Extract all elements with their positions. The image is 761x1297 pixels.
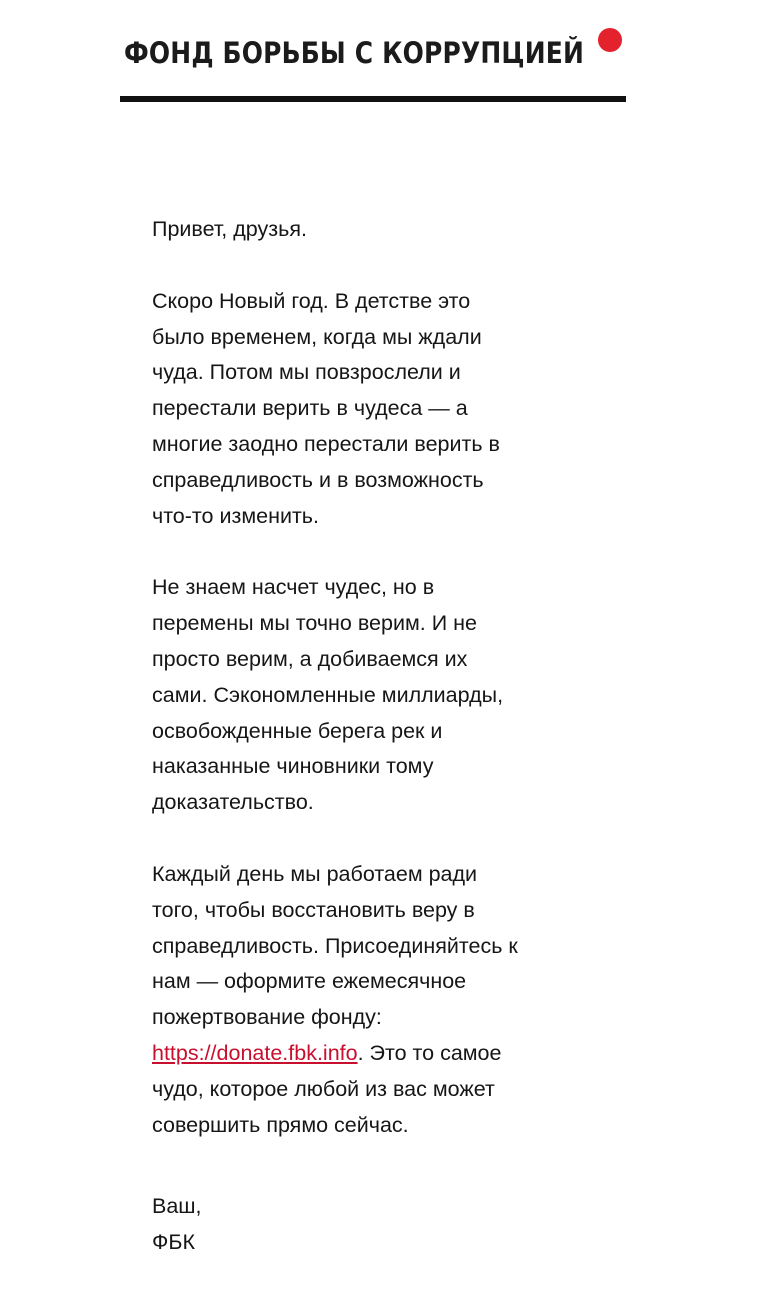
paragraph-3-line: чудо, которое любой из вас может <box>152 1076 495 1101</box>
paragraph-3-link-line <box>152 1036 572 1072</box>
paragraph-1-line: перестали верить в чудеса — а <box>152 396 468 421</box>
paragraph-2-line: Не знаем насчет чудес, но в <box>152 575 435 600</box>
paragraph-2-line: просто верим, а добиваемся их <box>152 646 468 671</box>
paragraph-1-line: было временем, когда мы ждали <box>152 324 482 349</box>
paragraph-2 <box>152 570 572 821</box>
paragraph-2-line: сами. Сэкономленные миллиарды, <box>152 682 504 707</box>
paragraph-1-line: многие заодно перестали верить в <box>152 431 500 456</box>
donate-link[interactable]: https://donate.fbk.info <box>152 1040 358 1065</box>
header-divider <box>120 96 626 102</box>
greeting: Привет, друзья. <box>152 217 307 241</box>
paragraph-3 <box>152 857 572 1143</box>
paragraph-1-line: что-то изменить. <box>152 503 319 528</box>
paragraph-2-line: наказанные чиновники тому <box>152 754 434 779</box>
paragraph-1 <box>152 284 572 535</box>
logo-text: ФОНД БОРЬБЫ С КОРРУПЦИЕЙ <box>124 36 585 70</box>
paragraph-3-line: совершить прямо сейчас. <box>152 1112 409 1137</box>
paragraph-1-line: Скоро Новый год. В детстве это <box>152 288 471 313</box>
paragraph-2-line: перемены мы точно верим. И не <box>152 611 477 636</box>
header <box>120 24 626 104</box>
paragraph-3-line: Каждый день мы работаем ради <box>152 861 478 886</box>
logo-red-dot-icon <box>598 28 622 52</box>
paragraph-1-line: справедливость и в возможность <box>152 467 484 492</box>
paragraph-3-line: пожертвование фонду: <box>152 1005 382 1030</box>
paragraph-3-after-link: . Это то самое <box>357 1040 502 1065</box>
paragraph-3-line: справедливость. Присоединяйтесь к <box>152 933 518 958</box>
paragraph-3-line: того, чтобы восстановить веру в <box>152 897 475 922</box>
paragraph-2-line: освобожденные берега рек и <box>152 718 443 743</box>
paragraph-1-line: чуда. Потом мы повзрослели и <box>152 360 461 385</box>
paragraph-3-line: нам — оформите ежемесячное <box>152 969 467 994</box>
paragraph-2-line: доказательство. <box>152 790 314 815</box>
signature: ФБК <box>152 1230 195 1255</box>
signoff: Ваш, <box>152 1194 202 1219</box>
letter-body <box>152 212 572 1297</box>
signoff-block <box>152 1189 572 1261</box>
